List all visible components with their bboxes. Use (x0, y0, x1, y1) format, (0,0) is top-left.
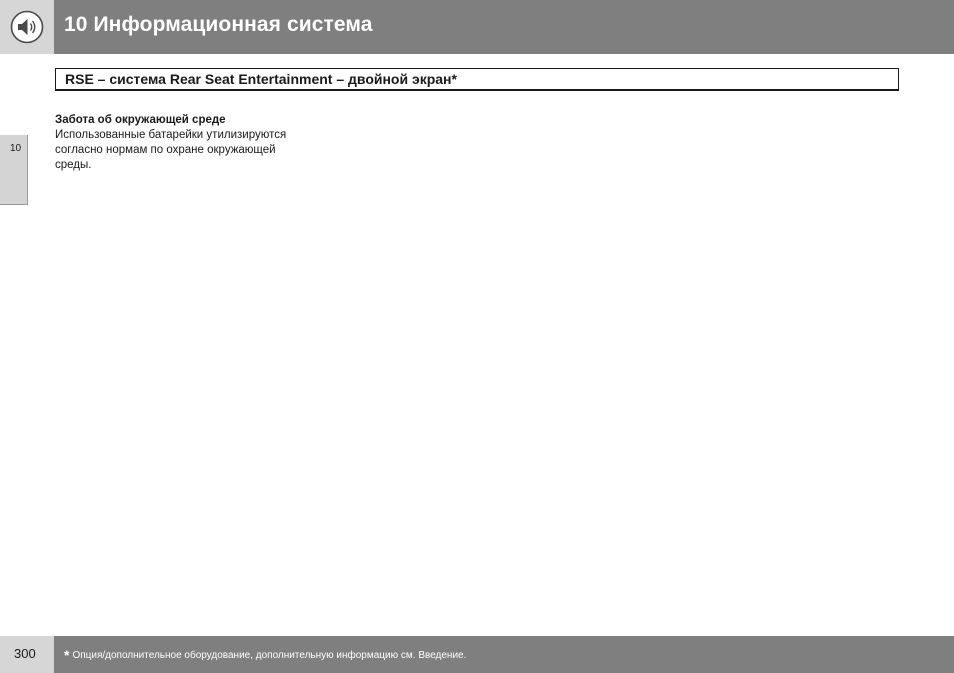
footer-band (0, 636, 954, 673)
speaker-icon (10, 10, 44, 44)
chapter-side-tab-number: 10 (10, 143, 22, 154)
content-block (55, 113, 335, 173)
chapter-icon-box (0, 0, 54, 54)
footer-note (64, 647, 466, 663)
chapter-side-tab (0, 135, 28, 205)
content-heading: Забота об окружающей среде (55, 114, 226, 126)
content-paragraph (55, 128, 335, 173)
footer-note-text: Опция/дополнительное оборудование, дополнительную информацию см. Введение. (72, 650, 467, 661)
paragraph-line: среды. (55, 159, 92, 171)
paragraph-line: согласно нормам по охране окружающей (55, 144, 276, 156)
section-title: RSE – система Rear Seat Entertainment – двойной экран* (65, 71, 457, 87)
chapter-title: 10 Информационная система (64, 13, 373, 36)
footnote-star: * (64, 647, 70, 663)
paragraph-line: Использованные батарейки утилизируются (55, 129, 287, 141)
page-number-box (0, 636, 54, 673)
section-title-box (55, 68, 899, 91)
page-number: 300 (14, 646, 36, 661)
header-band (0, 0, 954, 54)
